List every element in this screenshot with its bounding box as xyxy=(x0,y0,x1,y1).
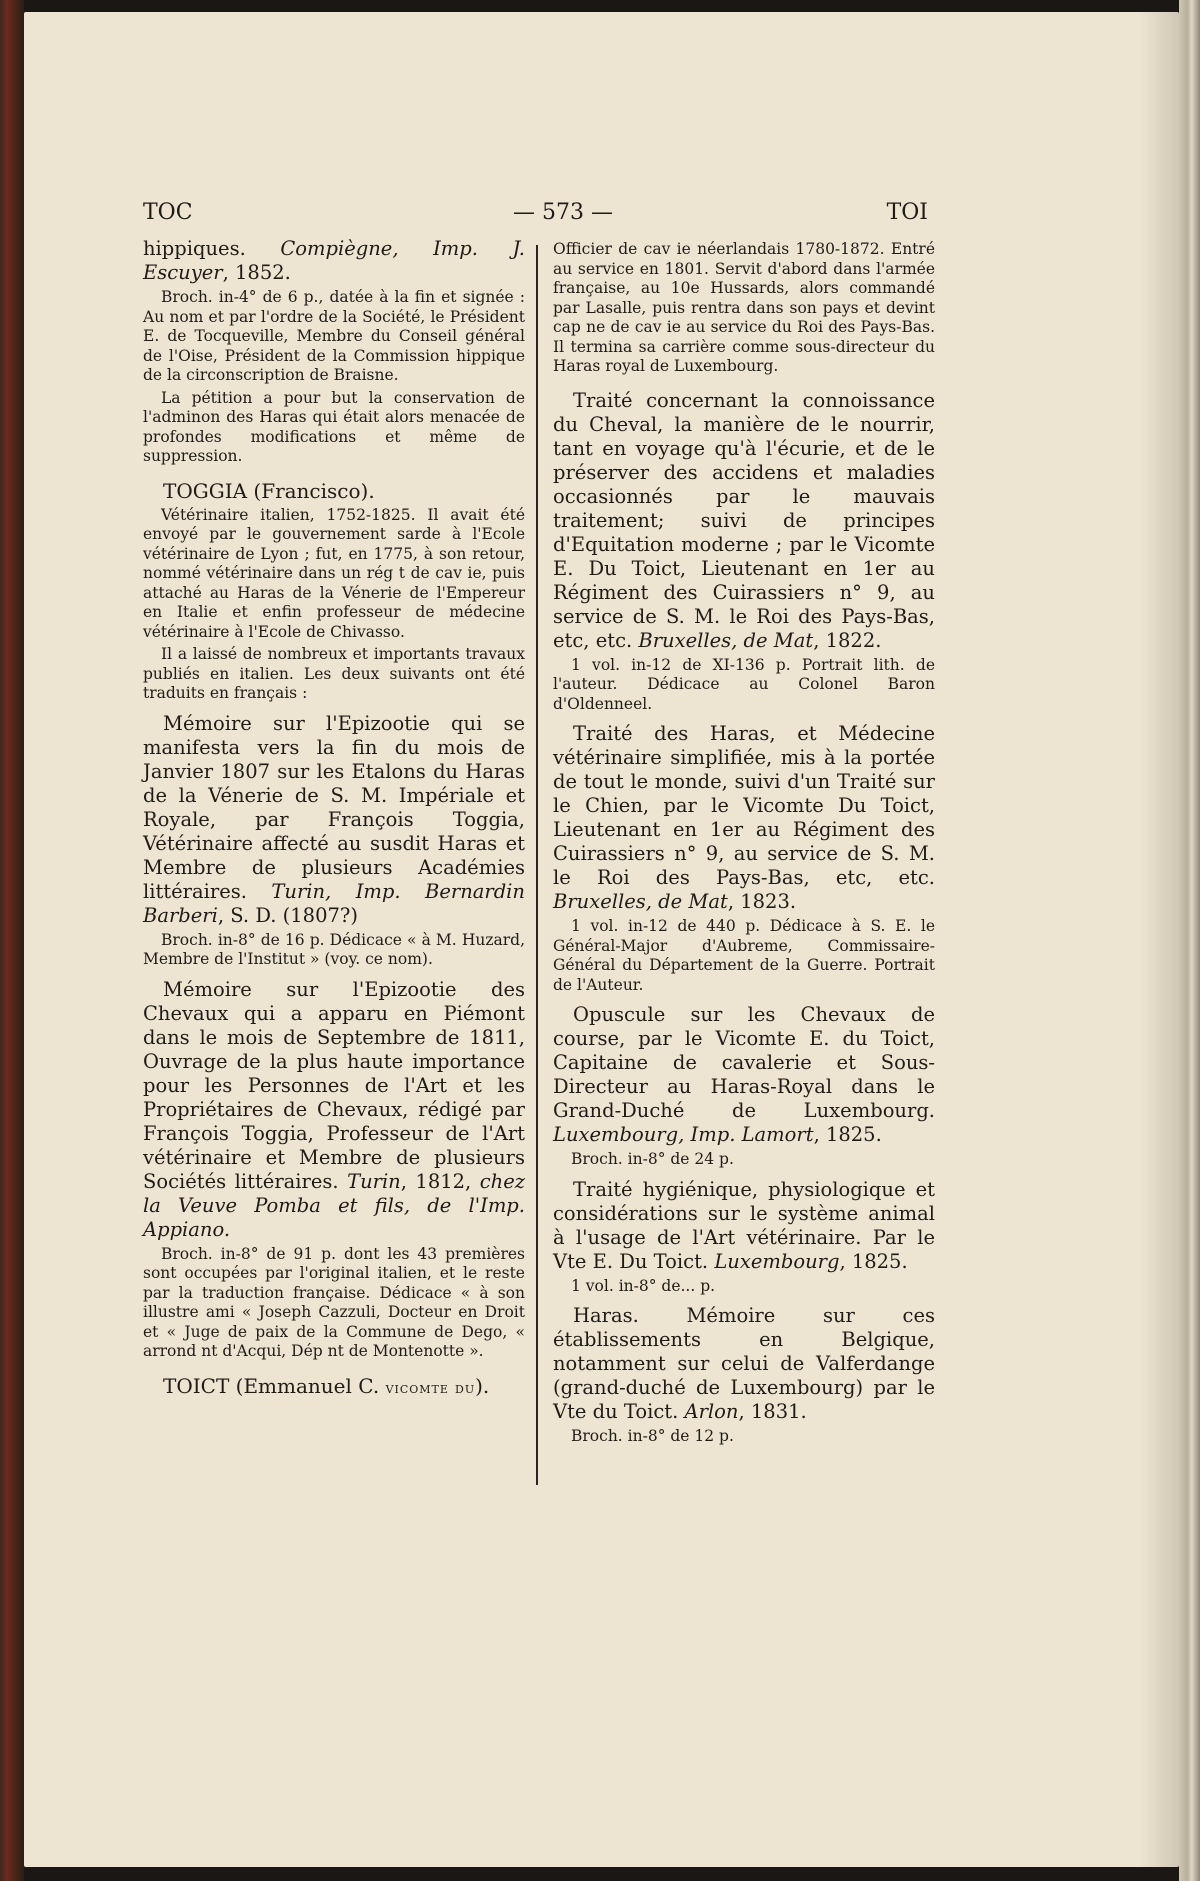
entry-date: , 1825. xyxy=(813,1123,882,1146)
entry-title-text: Haras. Mémoire sur ces établissements en Belgique, notamment sur celui de Valferdange (grand-duché de Luxembourg) par le Vte du Toict. xyxy=(553,1304,935,1423)
entry-title-text: Opuscule sur les Chevaux de course, par le Vicomte E. du Toict, Capitaine de cavalerie et Sous-Directeur au Haras-Royal dans le Grand-Duché de Luxembourg. xyxy=(553,1003,935,1122)
entry-note: 1 vol. in-12 de 440 p. Dédicace à S. E. le Général-Major d'Aubreme, Commissaire-Général du Département de la Guerre. Portrait de l'Auteur. xyxy=(553,917,935,994)
entry-date: , S. D. (1807?) xyxy=(217,903,358,927)
left-column xyxy=(143,237,525,1400)
entry-title-text: hippiques. xyxy=(143,237,281,260)
entry-title xyxy=(143,978,525,1242)
author-bio: Il a laissé de nombreux et importants travaux publiés en italien. Les deux suivants ont été traduits en français : xyxy=(143,645,525,702)
entry-title-text: Mémoire sur l'Epizootie des Chevaux qui a apparu en Piémont dans le mois de Septembre de 1811, Ouvrage de la plus haute importance pour les Personnes de l'Art et les Propriétaires de Chevaux, rédigé par François Toggia, Professeur de l'Art vétérinaire et Membre de plusieurs Sociétés littéraires. xyxy=(143,977,525,1193)
entry-date: , 1825. xyxy=(839,1249,908,1273)
entry-note: Broch. in-4° de 6 p., datée à la fin et signée : Au nom et par l'ordre de la Société, le Président E. de Tocqueville, Membre du Conseil général de l'Oise, Président de la Commission hippique de la circonscription de Braisne. xyxy=(143,288,525,384)
page-number: — 573 — xyxy=(513,200,613,225)
entry-note: 1 vol. in-8° de... p. xyxy=(571,1276,716,1295)
entry-title-text: Traité hygiénique, physiologique et considérations sur le système animal à l'usage de l'Art vétérinaire. Par le Vte E. Du Toict. xyxy=(553,1177,935,1273)
entry-note: Broch. in-8° de 91 p. dont les 43 premières sont occupées par l'original italien, et le reste par la traduction française. Dédicace « à son illustre ami « Joseph Cazzuli, Docteur en Droit et « Juge de paix de la Commune de Dego, « arrond nt d'Acqui, Dép nt de Montenotte ». xyxy=(143,1244,525,1360)
entry-date: , 1822. xyxy=(813,628,882,652)
entry-date: , 1831. xyxy=(738,1400,807,1423)
entry-title xyxy=(553,1304,935,1424)
entry-note: Broch. in-8° de 12 p. xyxy=(571,1427,734,1445)
book-edge-left xyxy=(0,0,24,1881)
header-left: TOC xyxy=(143,200,193,225)
header-right: TOI xyxy=(886,200,928,225)
entry-title xyxy=(143,712,525,928)
book-edge-right xyxy=(1179,0,1200,1881)
entry-note: Broch. in-8° de 16 p. Dédicace « à M. Huzard, Membre de l'Institut » (voy. ce nom). xyxy=(143,930,525,968)
entry-imprint: Bruxelles, de Mat xyxy=(638,628,814,652)
column-divider xyxy=(536,245,538,1485)
entry-title-text: Mémoire sur l'Epizootie qui se manifesta vers la fin du mois de Janvier 1807 sur les Etalons du Haras de la Vénerie de S. M. Impériale et Royale, par François Toggia, Vétérinaire affecté au susdit Haras et Membre de plusieurs Académies littéraires. xyxy=(143,711,525,903)
author-heading xyxy=(143,1374,525,1400)
entry-imprint: Compiègne, Imp. J. Escuyer xyxy=(143,237,526,284)
author-name: TOICT (Emmanuel C. xyxy=(163,1373,386,1398)
entry-imprint: Turin xyxy=(347,1169,401,1193)
entry-imprint: Arlon xyxy=(684,1400,739,1423)
entry-title xyxy=(553,722,935,914)
author-bio: Officier de cav ie néerlandais 1780-1872. Entré au service en 1801. Servit d'abord dans l'armée française, au 10e Hussards, alors commandé par Lasalle, puis rentra dans son pays et devint cap ne de cav ie au service du Roi des Pays-Bas. Il termina sa carrière comme sous-directeur du Haras royal de Luxembourg. xyxy=(553,240,935,375)
entry-title xyxy=(553,1003,935,1147)
author-title: vicomte du xyxy=(385,1377,476,1397)
entry-imprint: Luxembourg, Imp. Lamort xyxy=(553,1123,814,1146)
author-bio: Vétérinaire italien, 1752-1825. Il avait été envoyé par le gouvernement sarde à l'Ecole vétérinaire de Lyon ; fut, en 1775, à son retour, nommé vétérinaire dans un rég t de cav ie, puis attaché au Haras de la Vénerie de l'Empereur en Italie et enfin professeur de médecine vétérinaire à l'Ecole de Chivasso. xyxy=(143,505,525,641)
entry-title xyxy=(553,1178,935,1274)
entry-title xyxy=(553,389,935,653)
entry-continuation xyxy=(143,237,525,285)
entry-imprint: chez la Veuve Pomba et fils, de l'Imp. Appiano. xyxy=(143,1169,526,1241)
entry-imprint: Turin, Imp. Bernardin Barberi xyxy=(143,879,525,927)
entry-title-text: Traité des Haras, et Médecine vétérinaire simplifiée, mis à la portée de tout le monde, suivi d'un Traité sur le Chien, par le Vicomte Du Toict, Lieutenant en 1er au Régiment des Cuirassiers n° 9, au service de S. M. le Roi des Pays-Bas, etc, etc. xyxy=(553,722,935,889)
right-column xyxy=(553,237,935,1447)
author-name-end: ). xyxy=(475,1373,490,1398)
page-shadow xyxy=(1139,12,1179,1867)
entry-imprint: Bruxelles, de Mat xyxy=(553,890,728,913)
entry-note: 1 vol. in-12 de XI-136 p. Portrait lith. de l'auteur. Dédicace au Colonel Baron d'Oldenneel. xyxy=(553,655,935,713)
entry-date: , 1812, xyxy=(400,1169,480,1193)
entry-note: La pétition a pour but la conservation de l'adminon des Haras qui était alors menacée de profondes modifications et même de suppression. xyxy=(143,388,525,465)
entry-imprint: Luxembourg xyxy=(714,1249,840,1273)
entry-title-text: Traité concernant la connoissance du Cheval, la manière de le nourrir, tant en voyage qu'à l'écurie, et de le préserver des accidens et maladies occasionnés par le mauvais traitement; suivi de principes d'Equitation moderne ; par le Vicomte E. Du Toict, Lieutenant en 1er au Régiment des Cuirassiers n° 9, au service de S. M. le Roi des Pays-Bas, etc, etc. xyxy=(553,388,935,652)
entry-note: Broch. in-8° de 24 p. xyxy=(571,1150,734,1168)
author-heading: TOGGIA (Francisco). xyxy=(163,478,375,503)
entry-date: , 1823. xyxy=(727,890,797,913)
running-header xyxy=(143,200,928,236)
entry-date: , 1852. xyxy=(222,261,291,284)
